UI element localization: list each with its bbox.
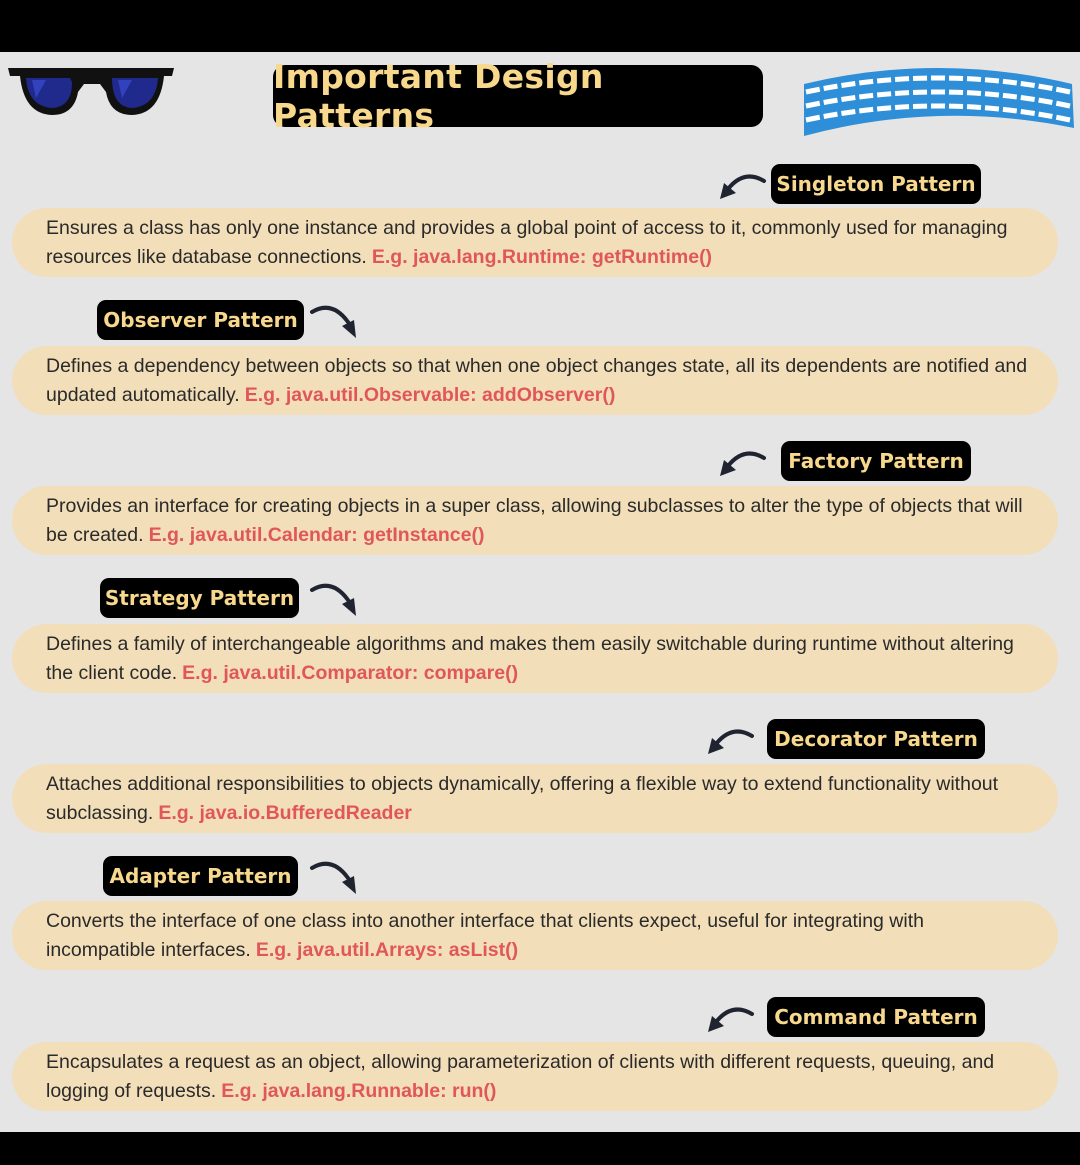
pattern-example: E.g. java.lang.Runtime: getRuntime() (371, 245, 713, 268)
pattern-label: Singleton Pattern (771, 164, 981, 204)
pattern-label: Factory Pattern (781, 441, 971, 481)
curved-arrow-right-icon (308, 300, 364, 340)
pattern-card (12, 901, 1058, 970)
pattern-description: Provides an interface for creating objects in a super class, allowing subclasses to alter the type of objects that will be created. (46, 494, 1023, 546)
infographic-canvas (0, 52, 1080, 1132)
bottom-bar (0, 1132, 1080, 1165)
pattern-card (12, 624, 1058, 693)
pattern-label: Decorator Pattern (767, 719, 985, 759)
pattern-description: Ensures a class has only one instance and provides a global point of access to it, commonly used for managing resources like database connections. (46, 216, 1008, 268)
pattern-card (12, 764, 1058, 833)
curved-arrow-right-icon (308, 856, 364, 896)
page-title: Important Design Patterns (273, 65, 763, 127)
pattern-label: Command Pattern (767, 997, 985, 1037)
pattern-example: E.g. java.lang.Runnable: run() (221, 1079, 497, 1102)
pattern-description: Defines a family of interchangeable algorithms and makes them easily switchable during runtime without altering the client code. (46, 632, 1014, 684)
curved-arrow-right-icon (308, 578, 364, 618)
curved-arrow-left-icon (702, 1000, 758, 1040)
pattern-label: Strategy Pattern (100, 578, 299, 618)
pattern-example: E.g. java.util.Calendar: getInstance() (148, 523, 485, 546)
sunglasses-logo-icon (6, 62, 178, 122)
pattern-card (12, 486, 1058, 555)
pattern-card (12, 208, 1058, 277)
pattern-description-block (46, 907, 1038, 965)
pattern-description-block (46, 770, 1038, 828)
pattern-card (12, 1042, 1058, 1111)
curved-arrow-left-icon (714, 167, 770, 207)
pattern-label: Adapter Pattern (103, 856, 298, 896)
pattern-description: Defines a dependency between objects so that when one object changes state, all its dependents are notified and updated automatically. (46, 354, 1028, 406)
curved-arrow-left-icon (702, 722, 758, 762)
pattern-description: Converts the interface of one class into another interface that clients expect, useful for integrating with incompatible interfaces. (46, 909, 924, 961)
pattern-example: E.g. java.util.Observable: addObserver() (244, 383, 616, 406)
pattern-description: Encapsulates a request as an object, allowing parameterization of clients with different requests, queuing, and logging of requests. (46, 1050, 995, 1102)
pattern-example: E.g. java.util.Arrays: asList() (255, 938, 519, 961)
pattern-description-block (46, 1048, 1038, 1106)
pattern-label: Observer Pattern (97, 300, 304, 340)
pattern-description-block (46, 630, 1038, 688)
pattern-card (12, 346, 1058, 415)
pattern-description-block (46, 352, 1038, 410)
pattern-example: E.g. java.io.BufferedReader (158, 801, 412, 824)
pattern-example: E.g. java.util.Comparator: compare() (182, 661, 519, 684)
pattern-description-block (46, 214, 1038, 272)
pattern-description: Attaches additional responsibilities to objects dynamically, offering a flexible way to extend functionality without subclassing. (46, 772, 999, 824)
striped-arc-logo-icon (800, 58, 1076, 138)
curved-arrow-left-icon (714, 444, 770, 484)
pattern-description-block (46, 492, 1038, 550)
